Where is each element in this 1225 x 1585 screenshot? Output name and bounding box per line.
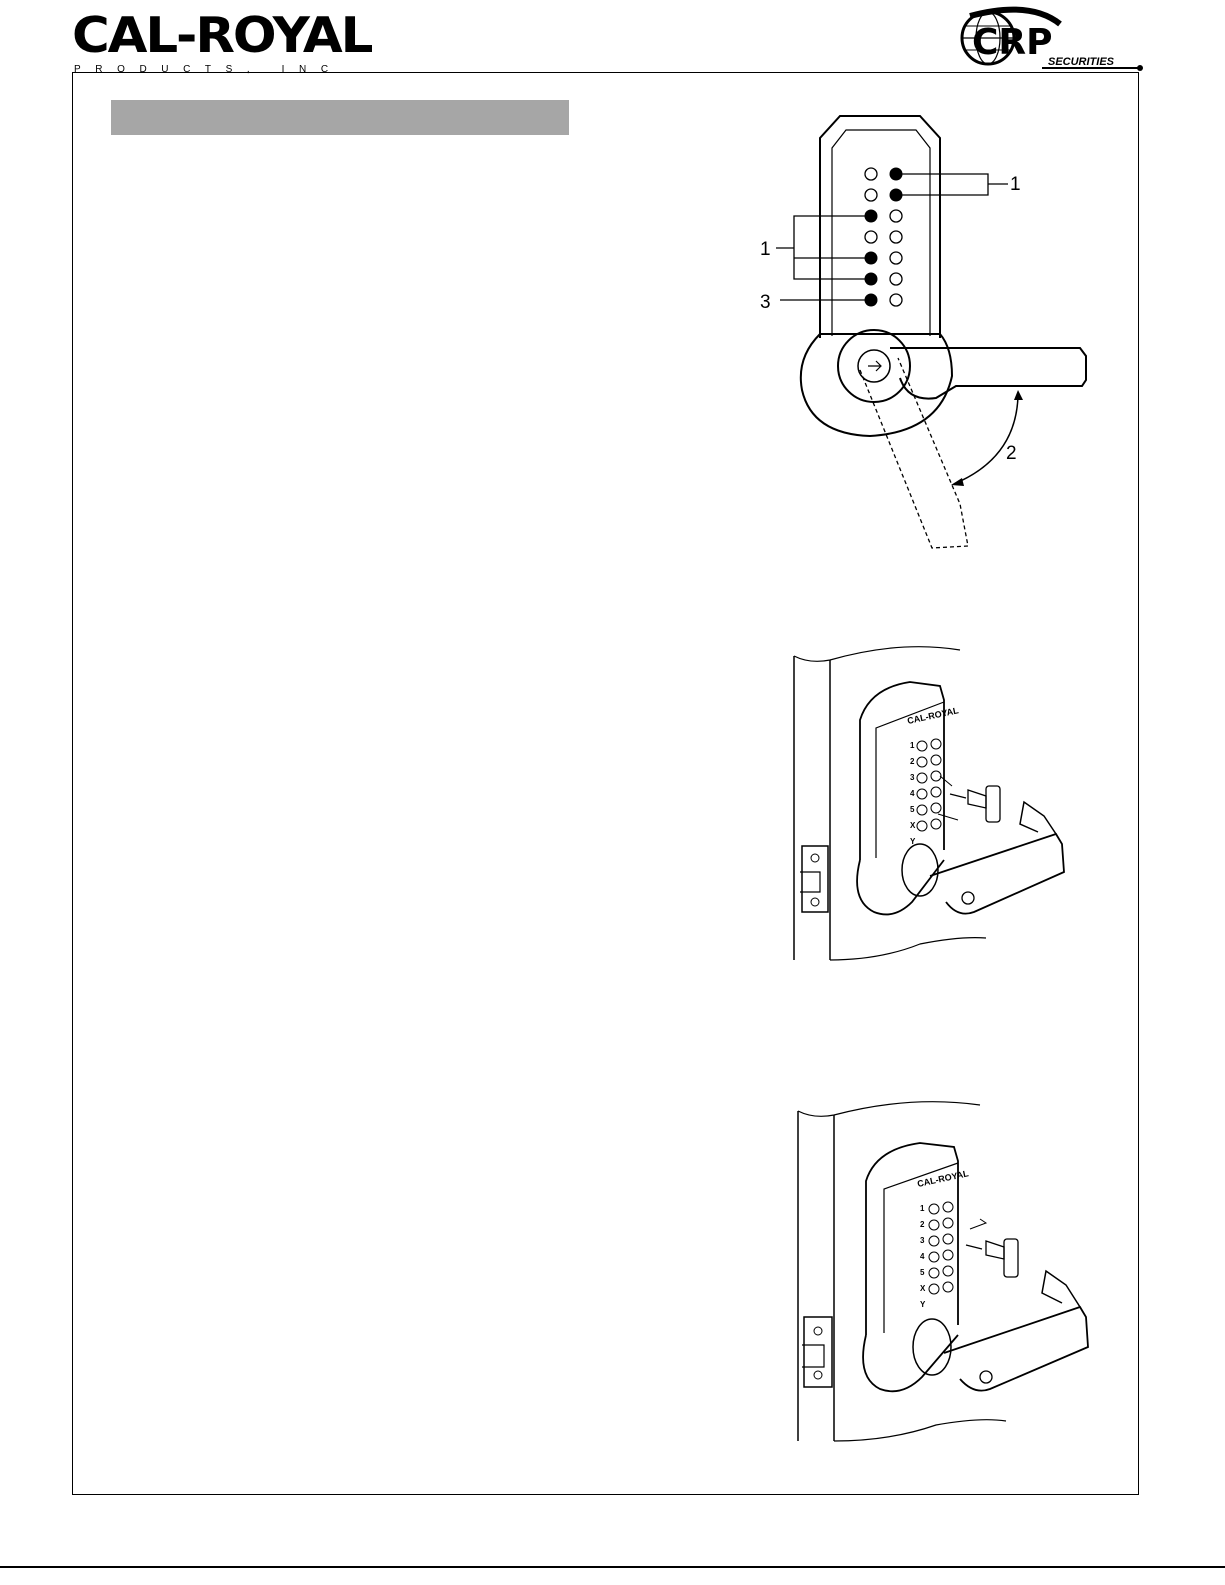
svg-text:3: 3 [910, 773, 915, 782]
figure-key-insert [790, 640, 1080, 965]
svg-text:Y: Y [910, 837, 916, 846]
keypad-buttons [917, 739, 941, 831]
keypad-key-labels [920, 1204, 926, 1309]
keypad-buttons [929, 1202, 953, 1294]
svg-text:4: 4 [920, 1252, 925, 1261]
key-icon [1004, 1239, 1018, 1277]
svg-text:2: 2 [920, 1220, 925, 1229]
keypad-key-labels [910, 741, 916, 846]
figure-lever-operation [740, 108, 1120, 568]
svg-text:4: 4 [910, 789, 915, 798]
crp-securities-logo [950, 6, 1145, 76]
cal-royal-logo [72, 7, 372, 75]
figure-key-remove [790, 1095, 1100, 1445]
page-bottom-rule [0, 1566, 1225, 1568]
svg-text:Y: Y [920, 1300, 926, 1309]
svg-text:3: 3 [920, 1236, 925, 1245]
keypad-brand-label: CAL-ROYAL [906, 705, 960, 726]
svg-text:2: 2 [910, 757, 915, 766]
section-heading-bar [111, 100, 569, 135]
callout-2: 2 [1006, 443, 1017, 464]
svg-text:1: 1 [910, 741, 915, 750]
securities-wordmark: SECURITIES [1048, 56, 1115, 68]
callout-1-right: 1 [1010, 174, 1021, 195]
keypad-buttons [865, 168, 903, 307]
svg-text:5: 5 [910, 805, 915, 814]
brand-subtitle: PRODUCTS, INC [74, 64, 343, 75]
svg-text:X: X [910, 821, 916, 830]
crp-wordmark: CRP [972, 22, 1053, 63]
keypad-brand-label: CAL-ROYAL [916, 1168, 970, 1189]
svg-text:1: 1 [920, 1204, 925, 1213]
brand-name: CAL-ROYAL [72, 7, 372, 64]
key-icon [986, 786, 1000, 822]
svg-text:5: 5 [920, 1268, 925, 1277]
svg-text:X: X [920, 1284, 926, 1293]
callout-1-left: 1 [760, 239, 771, 260]
callout-3: 3 [760, 292, 771, 313]
